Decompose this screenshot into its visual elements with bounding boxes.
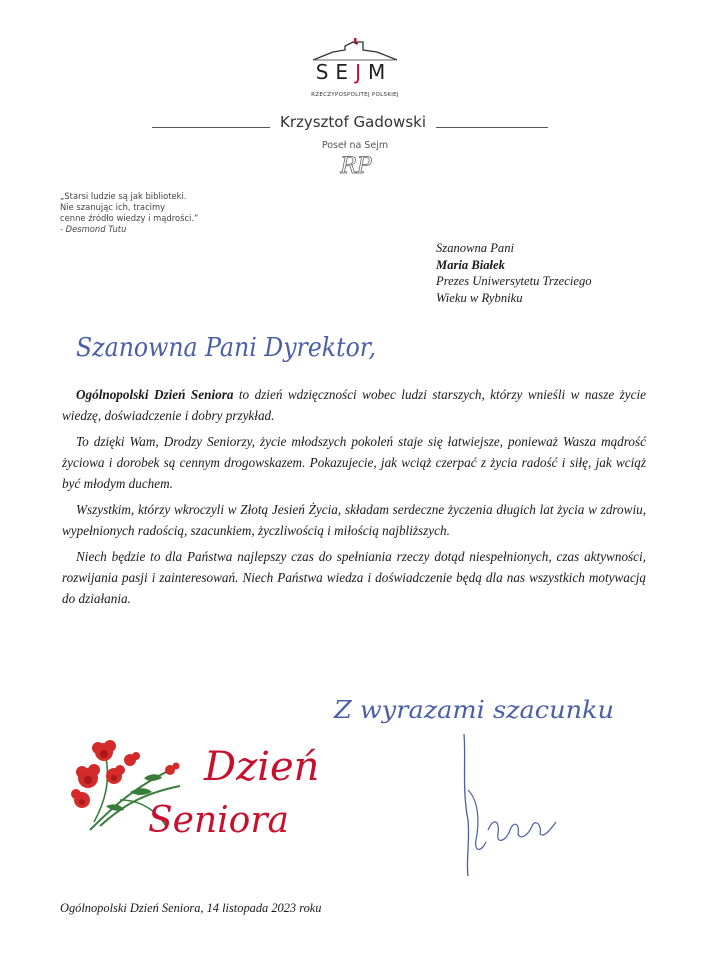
- footer-date-line: Ogólnopolski Dzień Seniora, 14 listopada 2023 roku: [60, 901, 322, 915]
- quote-line: cenne źródło wiedzy i mądrości.”: [60, 213, 199, 223]
- svg-text:Szanowna Pani Dyrektor,: Szanowna Pani Dyrektor,: [76, 333, 376, 363]
- body-paragraph: Niech będzie to dla Państwa najlepszy czas do spełniania rzeczy dotąd niespełnionych, czas aktywności, rozwijania pasji i zainteresowań. Niech Państwa wiedza i doświadczenie będą dla nas wszystkich motywacją do działania.: [62, 549, 646, 606]
- recipient-name: Maria Białek: [436, 257, 505, 272]
- mp-role: Poseł na Sejm: [321, 140, 389, 151]
- header-rule-left: [152, 127, 270, 128]
- recipient-block: [436, 240, 656, 306]
- body-paragraph: To dzięki Wam, Drodzy Seniorzy, życie młodszych pokoleń staje się łatwiejsze, ponieważ Wasza mądrość życiowa i dorobek są cennym drogowskazem. Pokazujecie, jak wciąż czerpać z życia radość i siłę, jak wciąż być młodym duchem.: [62, 434, 646, 491]
- mp-name: Krzysztof Gadowski: [279, 113, 426, 131]
- body-emphasis: Ogólnopolski Dzień Seniora: [76, 387, 234, 402]
- handwritten-closing: [330, 680, 620, 730]
- sejm-subtitle: RZECZYPOSPOLITEJ POLSKIEJ: [311, 92, 399, 98]
- recipient-salutation: Szanowna Pani: [436, 241, 515, 255]
- handwritten-greeting: [70, 312, 390, 378]
- quote-line: „Starsi ludzie są jak biblioteki.: [60, 191, 187, 201]
- svg-text:Z wyrazami szacunku: Z wyrazami szacunku: [332, 696, 614, 724]
- rp-mark: [326, 152, 386, 178]
- header-rule-right: [436, 127, 548, 128]
- body-paragraph: Wszystkim, którzy wkroczyli w Złotą Jesień Życia, składam serdeczne życzenia długich lat życia w zdrowiu, wypełnionych radością, szacunkiem, życzliwością i miłością najbliższych.: [62, 501, 646, 538]
- svg-text:RP: RP: [340, 154, 372, 178]
- quote-block: [60, 191, 260, 235]
- svg-text:Dzień: Dzień: [204, 744, 320, 790]
- quote-line: Nie szanując ich, tracimy: [60, 202, 166, 212]
- sejm-wordmark: SEJM: [315, 60, 393, 84]
- quote-author: - Desmond Tutu: [60, 224, 127, 234]
- signature: [450, 730, 570, 880]
- body-paragraph: Ogólnopolski Dzień Seniora to dzień wdzięczności wobec ludzi starszych, którzy wnieśli w nasze życie wiedzę, doświadczenie i dobry przykład.: [62, 387, 646, 423]
- recipient-title: Wieku w Rybniku: [436, 290, 523, 305]
- recipient-title: Prezes Uniwersytetu Trzeciego: [436, 274, 592, 288]
- letter-body: [62, 385, 646, 615]
- dzien-seniora-graphic: [140, 726, 330, 844]
- svg-text:Seniora: Seniora: [148, 800, 290, 841]
